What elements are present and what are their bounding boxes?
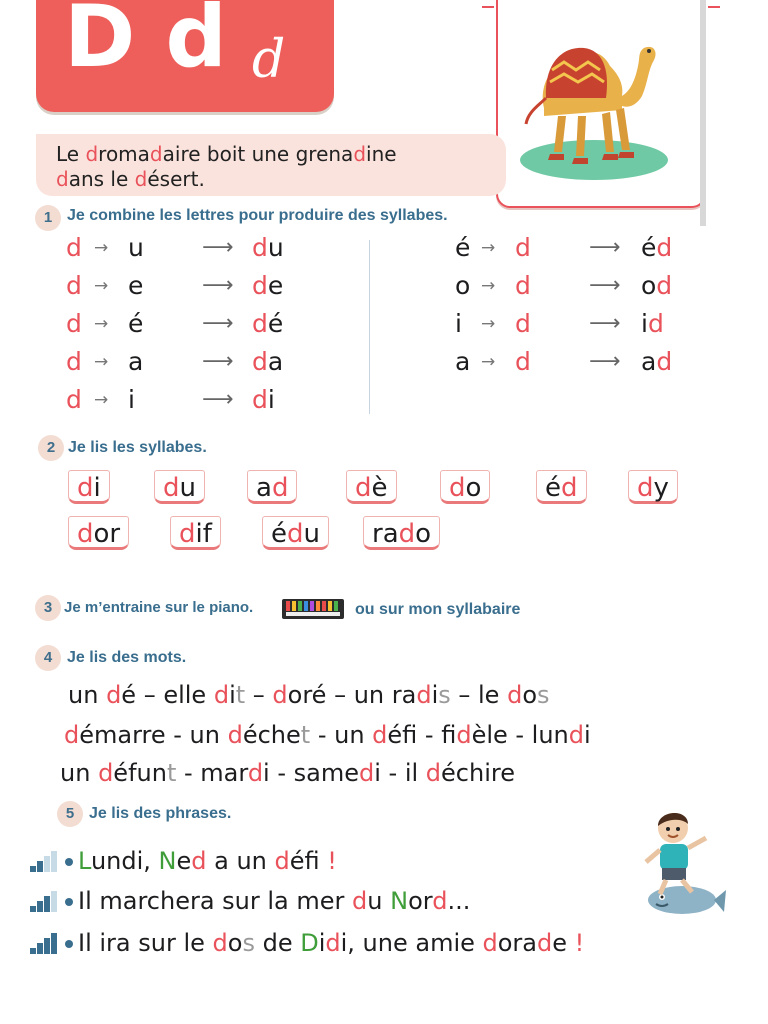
syllable-segment: or: [93, 519, 121, 549]
sentence-segment: D: [300, 929, 319, 957]
result-vowel: i: [267, 385, 275, 414]
word-segment: i: [229, 681, 236, 709]
section-4-title: Je lis des mots.: [67, 649, 187, 666]
result-vowel: o: [641, 271, 657, 300]
long-arrow: ⟶: [202, 349, 234, 374]
long-arrow: ⟶: [589, 273, 621, 298]
letter-cursive: d: [252, 30, 286, 90]
vowel: a: [455, 347, 471, 376]
syllable-segment: d: [637, 473, 654, 503]
syllable-segment: i: [93, 473, 101, 503]
word-segment: i: [431, 681, 439, 709]
sentence-segment: N: [158, 847, 177, 875]
key-sentence-line-1: [56, 142, 397, 166]
syllable-tile[interactable]: [262, 516, 329, 550]
syllable-tile[interactable]: [363, 516, 440, 550]
sentence-segment: ora: [497, 929, 538, 957]
word-segment: d: [272, 681, 288, 709]
word-segment: é: [121, 681, 137, 709]
word-segment: i: [584, 721, 591, 749]
sentence-segment: i, une amie: [340, 929, 483, 957]
consonant: d: [66, 309, 82, 338]
syllable-result: [641, 271, 672, 301]
key-sentence-segment: d: [149, 142, 163, 166]
result-consonant: d: [656, 271, 673, 300]
difficulty-level-icon: [30, 930, 58, 954]
long-arrow: ⟶: [202, 387, 234, 412]
bullet-dot: [65, 940, 73, 948]
sentence-segment: d: [482, 929, 498, 957]
sentence-segment: d: [274, 847, 290, 875]
section-3-title: Je m’entraine sur le piano.: [64, 599, 254, 616]
word-segment: d: [568, 721, 585, 749]
syllable-segment: y: [653, 473, 669, 503]
difficulty-level-icon: [30, 888, 58, 912]
section-3-syllabary-link[interactable]: ou sur mon syllabaire: [355, 601, 521, 618]
vowel: i: [455, 309, 462, 338]
letter-lower: d: [165, 0, 227, 87]
result-consonant: d: [252, 271, 268, 300]
key-sentence-segment: ine: [366, 142, 397, 166]
word-segment: i - il: [374, 759, 426, 787]
consonant: d: [515, 347, 531, 376]
syllable-segment: d: [179, 519, 196, 549]
long-arrow: ⟶: [589, 235, 621, 260]
syllable-segment: d: [77, 519, 94, 549]
syllable-segment: d: [449, 473, 466, 503]
result-vowel: a: [641, 347, 657, 376]
syllable-tile[interactable]: [247, 470, 297, 504]
difficulty-level-icon: [30, 848, 58, 872]
word-segment: oré – un ra: [287, 681, 417, 709]
syllable-result: [641, 233, 672, 263]
result-consonant: d: [656, 347, 673, 376]
result-vowel: e: [267, 271, 284, 300]
sentence-line: [78, 886, 470, 916]
short-arrow: →: [481, 238, 496, 258]
result-vowel: é: [267, 309, 284, 338]
key-sentence-segment: d: [353, 142, 367, 166]
vowel: u: [128, 233, 144, 262]
consonant: d: [515, 309, 531, 338]
syllable-segment: o: [465, 473, 482, 503]
words-line-3: [60, 758, 515, 788]
sentence-segment: or: [408, 887, 433, 915]
vowel: é: [128, 309, 144, 338]
sentence-segment: !: [574, 929, 585, 957]
bullet-dot: [65, 898, 73, 906]
syllable-segment: d: [77, 473, 94, 503]
consonant: d: [515, 271, 531, 300]
result-consonant: d: [252, 347, 268, 376]
word-segment: o: [522, 681, 537, 709]
result-vowel: é: [641, 233, 657, 262]
frame-tick-left: [482, 6, 494, 8]
syllable-segment: è: [371, 473, 388, 503]
sentence-segment: Il marchera sur la mer: [78, 887, 353, 915]
word-segment: un: [68, 681, 107, 709]
word-segment: d: [507, 681, 523, 709]
sentence-segment: ...: [447, 887, 471, 915]
long-arrow: ⟶: [589, 311, 621, 336]
consonant: d: [515, 233, 531, 262]
short-arrow: →: [94, 314, 109, 334]
syllable-tile[interactable]: [170, 516, 221, 550]
sentence-line: [78, 846, 337, 876]
result-consonant: d: [252, 233, 268, 262]
syllable-segment: d: [271, 473, 289, 503]
result-consonant: d: [647, 309, 664, 338]
bullet-dot: [65, 858, 73, 866]
vowel: a: [128, 347, 144, 376]
vowel: o: [455, 271, 471, 300]
short-arrow: →: [94, 238, 109, 258]
words-line-2: [64, 720, 591, 750]
syllable-segment: o: [415, 519, 432, 549]
key-sentence-segment: ésert.: [147, 167, 205, 191]
letter-upper: D: [64, 0, 136, 87]
long-arrow: ⟶: [589, 349, 621, 374]
syllable-segment: d: [398, 519, 416, 549]
syllable-tile[interactable]: [536, 470, 587, 504]
word-segment: –: [245, 681, 273, 709]
sentence-segment: éfi: [289, 847, 328, 875]
word-segment: - un: [310, 721, 373, 749]
syllable-segment: d: [561, 473, 578, 503]
syllable-tile[interactable]: [68, 516, 129, 550]
vowel: é: [455, 233, 471, 262]
word-segment: d: [247, 759, 264, 787]
word-segment: èle - lun: [471, 721, 569, 749]
sentence-segment: s: [242, 929, 255, 957]
syllable-tile[interactable]: [628, 470, 678, 504]
key-sentence-segment: ans le: [68, 167, 135, 191]
sentence-line: [78, 928, 584, 958]
result-vowel: i: [641, 309, 648, 338]
syllable-result: [641, 309, 664, 339]
word-segment: d: [359, 759, 375, 787]
piano-icon[interactable]: [282, 599, 344, 619]
syllable-segment: é: [271, 519, 287, 549]
boy-on-fish-illustration: [636, 804, 726, 922]
key-sentence-line-2: [56, 167, 205, 191]
syllable-segment: é: [545, 473, 561, 503]
consonant: d: [66, 233, 82, 262]
syllable-result: [252, 347, 283, 377]
short-arrow: →: [94, 352, 109, 372]
word-segment: d: [213, 681, 230, 709]
section-2-title: Je lis les syllabes.: [68, 439, 207, 456]
syllable-tile[interactable]: [346, 470, 397, 504]
syllable-segment: u: [303, 519, 320, 549]
letter-title: [64, 0, 227, 87]
word-segment: d: [98, 759, 114, 787]
key-sentence-segment: d: [134, 167, 148, 191]
column-divider: [369, 240, 370, 414]
syllable-result: [252, 233, 284, 263]
word-segment: éche: [242, 721, 301, 749]
sentence-segment: d: [432, 887, 448, 915]
word-segment: t: [166, 759, 177, 787]
word-segment: – elle: [136, 681, 214, 709]
result-consonant: d: [656, 233, 673, 262]
sentence-segment: N: [390, 887, 409, 915]
word-segment: d: [64, 721, 80, 749]
word-segment: d: [227, 721, 243, 749]
syllable-result: [252, 309, 283, 339]
sentence-segment: L: [78, 847, 91, 875]
word-segment: s: [438, 681, 451, 709]
syllable-segment: d: [287, 519, 304, 549]
short-arrow: →: [94, 276, 109, 296]
key-sentence-segment: d: [85, 142, 99, 166]
sentence-segment: a un: [206, 847, 275, 875]
word-segment: un: [60, 759, 99, 787]
sentence-segment: i: [318, 929, 326, 957]
word-segment: éfi - fi: [387, 721, 457, 749]
vowel: e: [128, 271, 144, 300]
section-3-number: 3: [35, 595, 61, 621]
word-segment: - un: [165, 721, 228, 749]
syllable-tile[interactable]: [68, 470, 110, 504]
result-consonant: d: [252, 385, 268, 414]
sentence-segment: de: [254, 929, 301, 957]
consonant: d: [66, 385, 82, 414]
sentence-segment: e: [552, 929, 575, 957]
frame-tick-right: [708, 6, 720, 8]
word-segment: i - same: [263, 759, 359, 787]
word-segment: d: [416, 681, 432, 709]
syllable-segment: if: [195, 519, 212, 549]
section-1-title: Je combine les lettres pour produire des syllabes.: [67, 207, 448, 224]
long-arrow: ⟶: [202, 311, 234, 336]
sentence-segment: d: [191, 847, 207, 875]
result-vowel: u: [267, 233, 284, 262]
syllable-segment: ra: [372, 519, 399, 549]
sentence-segment: d: [537, 929, 553, 957]
syllable-segment: a: [256, 473, 272, 503]
short-arrow: →: [94, 390, 109, 410]
section-1-number: 1: [35, 205, 61, 231]
sentence-segment: o: [227, 929, 243, 957]
word-segment: t: [300, 721, 311, 749]
syllable-result: [641, 347, 672, 377]
consonant: d: [66, 271, 82, 300]
word-segment: d: [425, 759, 442, 787]
result-vowel: a: [267, 347, 284, 376]
syllable-tile[interactable]: [440, 470, 490, 504]
sentence-segment: u: [367, 887, 391, 915]
short-arrow: →: [481, 276, 496, 296]
vertical-scrollbar[interactable]: [700, 0, 706, 226]
vowel: i: [128, 385, 135, 414]
sentence-segment: !: [327, 847, 337, 875]
key-sentence-segment: d: [56, 167, 69, 191]
word-segment: d: [372, 721, 388, 749]
key-sentence-segment: aire boit une grena: [162, 142, 354, 166]
syllable-result: [252, 271, 283, 301]
syllable-segment: u: [179, 473, 196, 503]
sentence-segment: d: [352, 887, 368, 915]
word-segment: d: [456, 721, 472, 749]
short-arrow: →: [481, 352, 496, 372]
word-segment: émarre: [79, 721, 166, 749]
word-segment: d: [106, 681, 122, 709]
syllable-segment: d: [163, 473, 180, 503]
sentence-segment: e: [176, 847, 192, 875]
section-5-title: Je lis des phrases.: [89, 805, 232, 822]
section-5-number: 5: [57, 801, 83, 827]
sentence-segment: Il ira sur le: [78, 929, 213, 957]
syllable-tile[interactable]: [154, 470, 205, 504]
sentence-segment: d: [325, 929, 341, 957]
words-line-1: [68, 680, 550, 710]
short-arrow: →: [481, 314, 496, 334]
long-arrow: ⟶: [202, 235, 234, 260]
sentence-segment: undi,: [90, 847, 159, 875]
key-sentence-segment: roma: [98, 142, 150, 166]
word-segment: éfun: [113, 759, 167, 787]
key-sentence-segment: Le: [56, 142, 86, 166]
word-segment: t: [235, 681, 246, 709]
long-arrow: ⟶: [202, 273, 234, 298]
result-consonant: d: [252, 309, 268, 338]
word-segment: – le: [450, 681, 508, 709]
word-segment: échire: [441, 759, 515, 787]
section-4-number: 4: [35, 645, 61, 671]
word-segment: s: [537, 681, 550, 709]
word-segment: - mar: [176, 759, 248, 787]
syllable-segment: d: [355, 473, 372, 503]
syllable-result: [252, 385, 275, 415]
key-sentence-box: [36, 134, 506, 196]
sentence-segment: d: [212, 929, 228, 957]
dromedary-illustration: [498, 0, 704, 206]
consonant: d: [66, 347, 82, 376]
section-2-number: 2: [38, 435, 64, 461]
illustration-frame: [496, 0, 706, 208]
